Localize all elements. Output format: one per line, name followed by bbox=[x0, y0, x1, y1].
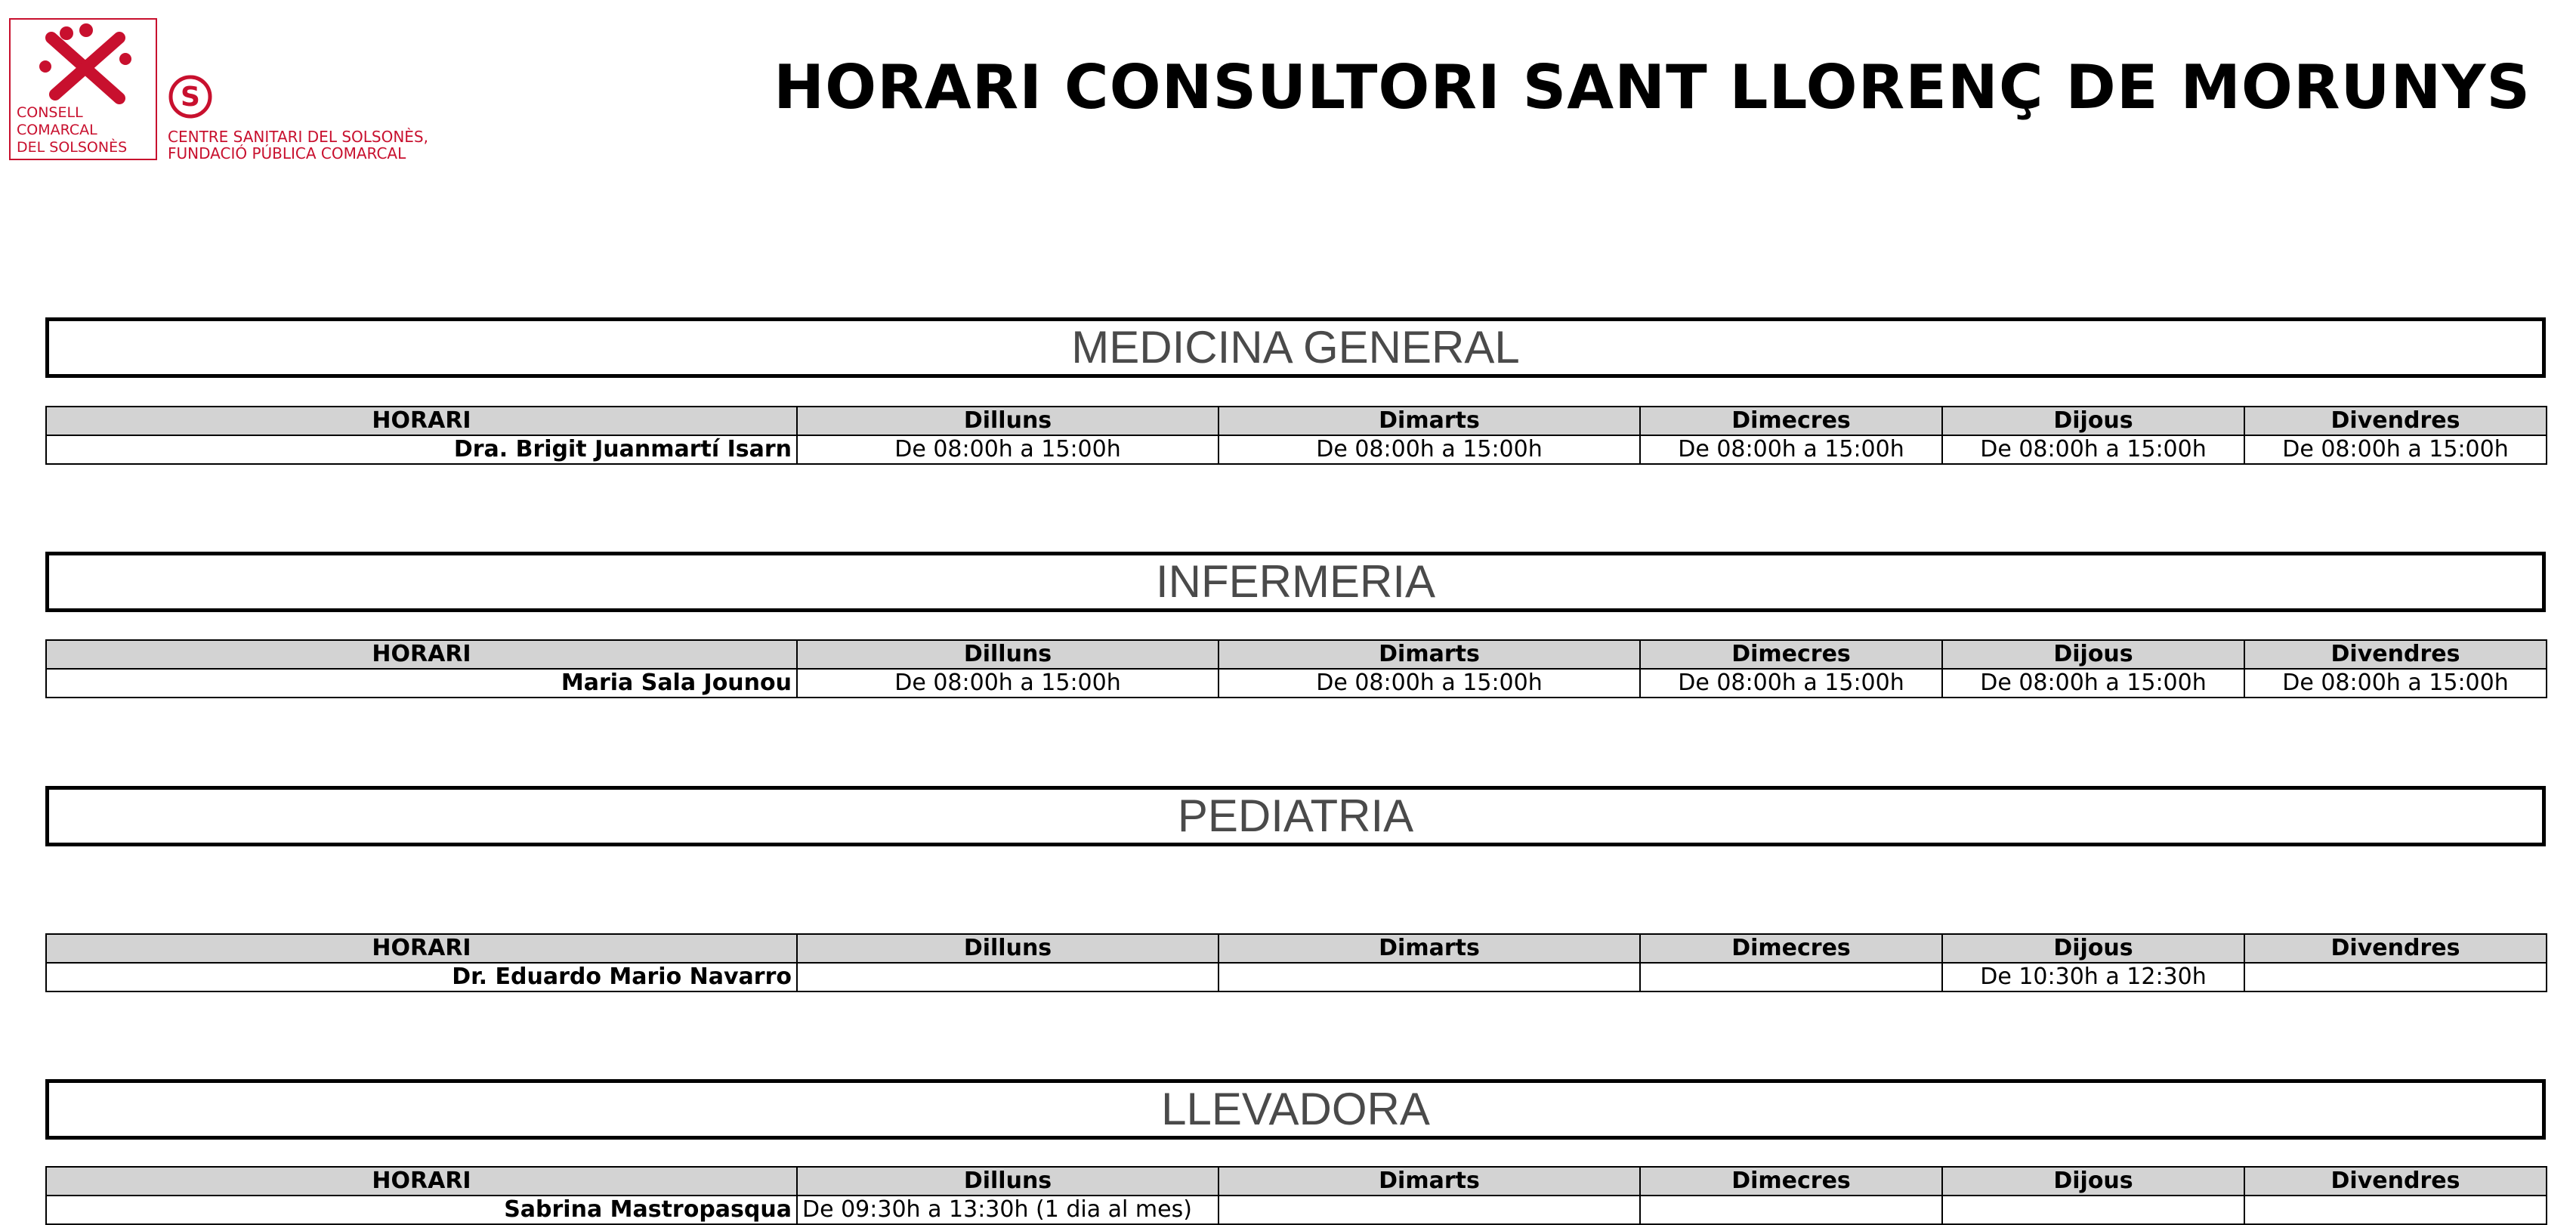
centre-sanitari-s-icon bbox=[168, 74, 213, 119]
schedule-cell: De 08:00h a 15:00h bbox=[797, 435, 1219, 464]
schedule-cell bbox=[2244, 963, 2547, 991]
schedule-cell bbox=[1219, 1196, 1640, 1224]
schedule-cell bbox=[1640, 963, 1942, 991]
column-header-day: Divendres bbox=[2244, 934, 2547, 963]
schedule-cell bbox=[2244, 1196, 2547, 1224]
professional-name: Maria Sala Jounou bbox=[46, 669, 797, 698]
logo bbox=[9, 18, 508, 169]
schedule-cell bbox=[797, 963, 1219, 991]
table-row bbox=[46, 1196, 2547, 1224]
schedule-cell: De 08:00h a 15:00h bbox=[1219, 435, 1640, 464]
logo-text-line: DEL SOLSONÈS bbox=[17, 139, 128, 156]
column-header-day: Divendres bbox=[2244, 407, 2547, 435]
page-title: HORARI CONSULTORI SANT LLORENÇ DE MORUNYS bbox=[774, 52, 2531, 122]
column-header-day: Dijous bbox=[1942, 934, 2244, 963]
column-header-day: Dimecres bbox=[1640, 640, 1942, 669]
professional-name: Dra. Brigit Juanmartí Isarn bbox=[46, 435, 797, 464]
column-header-horari: HORARI bbox=[46, 640, 797, 669]
schedule-table-pediatria bbox=[45, 933, 2547, 992]
schedule-cell: De 09:30h a 13:30h (1 dia al mes) bbox=[797, 1196, 1219, 1224]
column-header-day: Dijous bbox=[1942, 640, 2244, 669]
professional-name: Sabrina Mastropasqua bbox=[46, 1196, 797, 1224]
column-header-horari: HORARI bbox=[46, 934, 797, 963]
column-header-day: Dijous bbox=[1942, 1167, 2244, 1196]
schedule-cell bbox=[1942, 1196, 2244, 1224]
logo-sub-line: FUNDACIÓ PÚBLICA COMARCAL bbox=[168, 144, 406, 162]
column-header-day: Divendres bbox=[2244, 640, 2547, 669]
table-row bbox=[46, 963, 2547, 991]
schedule-table-medicina-general bbox=[45, 406, 2547, 465]
svg-text:S: S bbox=[181, 82, 200, 113]
schedule-cell: De 08:00h a 15:00h bbox=[1942, 669, 2244, 698]
column-header-day: Dimarts bbox=[1219, 640, 1640, 669]
column-header-day: Dilluns bbox=[797, 407, 1219, 435]
column-header-day: Dimarts bbox=[1219, 407, 1640, 435]
schedule-cell: De 08:00h a 15:00h bbox=[2244, 669, 2547, 698]
logo-sub-line: CENTRE SANITARI DEL SOLSONÈS, bbox=[168, 128, 428, 146]
schedule-table-llevadora bbox=[45, 1166, 2547, 1225]
schedule-cell: De 08:00h a 15:00h bbox=[1219, 669, 1640, 698]
section-title-infermeria: INFERMERIA bbox=[45, 552, 2546, 612]
schedule-table-infermeria bbox=[45, 639, 2547, 698]
table-row bbox=[46, 669, 2547, 698]
section-title-pediatria: PEDIATRIA bbox=[45, 786, 2546, 846]
schedule-cell: De 08:00h a 15:00h bbox=[1640, 669, 1942, 698]
consell-comarcal-logo bbox=[9, 18, 157, 160]
schedule-cell: De 10:30h a 12:30h bbox=[1942, 963, 2244, 991]
column-header-day: Dijous bbox=[1942, 407, 2244, 435]
column-header-day: Dimecres bbox=[1640, 934, 1942, 963]
professional-name: Dr. Eduardo Mario Navarro bbox=[46, 963, 797, 991]
table-header-row bbox=[46, 934, 2547, 963]
schedule-cell: De 08:00h a 15:00h bbox=[2244, 435, 2547, 464]
column-header-horari: HORARI bbox=[46, 1167, 797, 1196]
logo-text-line: CONSELL bbox=[17, 104, 83, 121]
column-header-horari: HORARI bbox=[46, 407, 797, 435]
schedule-cell: De 08:00h a 15:00h bbox=[1942, 435, 2244, 464]
column-header-day: Dilluns bbox=[797, 934, 1219, 963]
column-header-day: Dimecres bbox=[1640, 407, 1942, 435]
column-header-day: Dilluns bbox=[797, 640, 1219, 669]
consell-emblem-icon bbox=[36, 23, 134, 106]
table-row bbox=[46, 435, 2547, 464]
section-title-llevadora: LLEVADORA bbox=[45, 1079, 2546, 1140]
section-title-medicina-general: MEDICINA GENERAL bbox=[45, 317, 2546, 378]
column-header-day: Divendres bbox=[2244, 1167, 2547, 1196]
column-header-day: Dimarts bbox=[1219, 1167, 1640, 1196]
schedule-cell: De 08:00h a 15:00h bbox=[1640, 435, 1942, 464]
table-header-row bbox=[46, 640, 2547, 669]
logo-text-line: COMARCAL bbox=[17, 122, 97, 138]
table-header-row bbox=[46, 407, 2547, 435]
schedule-cell bbox=[1219, 963, 1640, 991]
column-header-day: Dimecres bbox=[1640, 1167, 1942, 1196]
schedule-cell bbox=[1640, 1196, 1942, 1224]
schedule-cell: De 08:00h a 15:00h bbox=[797, 669, 1219, 698]
column-header-day: Dilluns bbox=[797, 1167, 1219, 1196]
table-header-row bbox=[46, 1167, 2547, 1196]
column-header-day: Dimarts bbox=[1219, 934, 1640, 963]
